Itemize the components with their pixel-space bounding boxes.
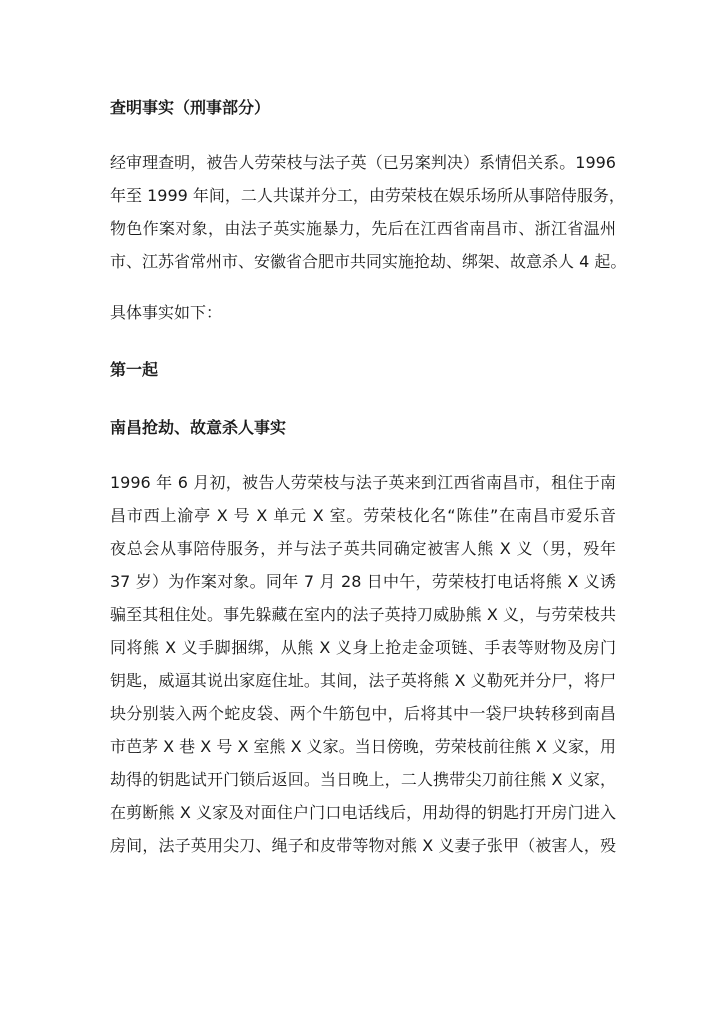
case-line: 市芭茅 X 巷 X 号 X 室熊 X 义家。当日傍晚，劳荣枝前往熊 X 义家，用 — [110, 737, 616, 756]
case-line: 1996 年 6 月初，被告人劳荣枝与法子英来到江西省南昌市，租住于南 — [110, 473, 616, 492]
case-line: 骗至其租住处。事先躲藏在室内的法子英持刀威胁熊 X 义，与劳荣枝共 — [110, 605, 616, 624]
case-line: 劫得的钥匙试开门锁后返回。当日晚上，二人携带尖刀前往熊 X 义家， — [110, 770, 616, 789]
case-line: 昌市西上渝亭 X 号 X 单元 X 室。劳荣枝化名“陈佳”在南昌市爱乐音 — [110, 506, 616, 525]
case-number: 第一起 — [110, 360, 159, 379]
case-line: 同将熊 X 义手脚捆绑，从熊 X 义身上抢走金项链、手表等财物及房门 — [110, 638, 616, 657]
case-line: 块分别装入两个蛇皮袋、两个牛筋包中，后将其中一袋尸块转移到南昌 — [110, 704, 616, 723]
intro-line: 具体事实如下： — [110, 303, 223, 322]
intro-line: 市、江苏省常州市、安徽省合肥市共同实施抢劫、绑架、故意杀人 4 起。 — [110, 252, 627, 271]
case-line: 夜总会从事陪侍服务，并与法子英共同确定被害人熊 X 义（男，殁年 — [110, 539, 616, 558]
section-title: 查明事实（刑事部分） — [110, 98, 271, 117]
case-line: 房间，法子英用尖刀、绳子和皮带等物对熊 X 义妻子张甲（被害人，殁 — [110, 836, 616, 855]
case-title: 南昌抢劫、故意杀人事实 — [110, 418, 287, 437]
case-line: 37 岁）为作案对象。同年 7 月 28 日中午，劳荣枝打电话将熊 X 义诱 — [110, 572, 616, 591]
intro-line: 经审理查明，被告人劳荣枝与法子英（已另案判决）系情侣关系。1996 — [110, 153, 616, 172]
intro-line: 物色作案对象，由法子英实施暴力，先后在江西省南昌市、浙江省温州 — [110, 219, 616, 238]
case-line: 钥匙，威逼其说出家庭住址。其间，法子英将熊 X 义勒死并分尸，将尸 — [110, 671, 616, 690]
case-line: 在剪断熊 X 义家及对面住户门口电话线后，用劫得的钥匙打开房门进入 — [110, 803, 616, 822]
intro-line: 年至 1999 年间，二人共谋并分工，由劳荣枝在娱乐场所从事陪侍服务， — [110, 186, 625, 205]
